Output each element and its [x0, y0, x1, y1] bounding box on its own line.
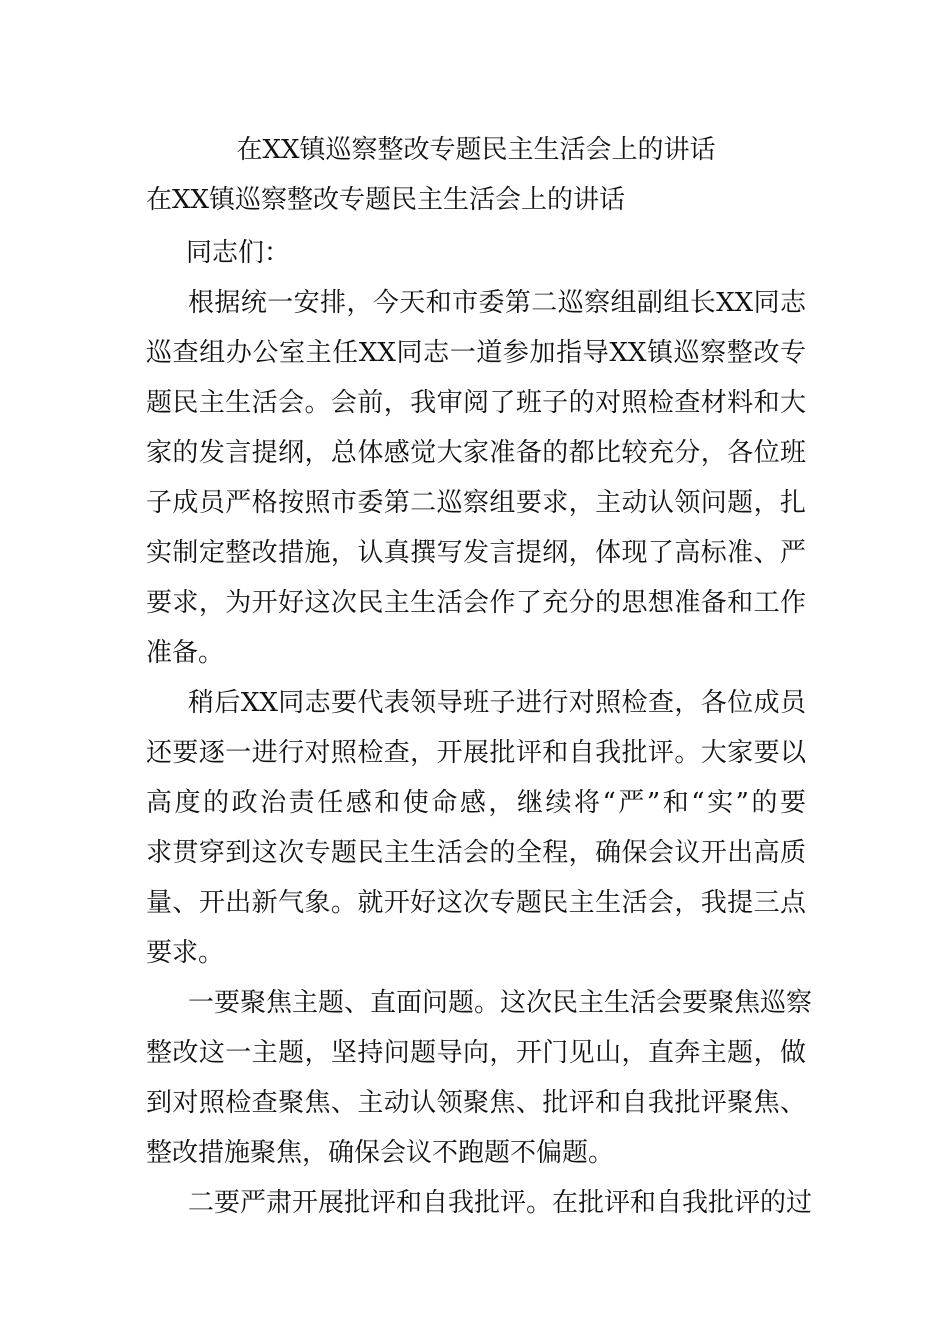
paragraph-4: [146, 1178, 813, 1228]
paragraph-line: 根据统一安排，今天和市委第二巡察组副组长XX同志: [188, 288, 806, 318]
document-subtitle: 在XX镇巡察整改专题民主生活会上的讲话: [146, 185, 626, 215]
salutation: 同志们：: [186, 238, 291, 268]
paragraph-line: 准备。: [146, 638, 225, 668]
paragraph-line: 巡查组办公室主任XX同志一道参加指导XX镇巡察整改专: [146, 338, 806, 368]
paragraph-line: 要求，为开好这次民主生活会作了充分的思想准备和工作: [146, 588, 806, 618]
paragraph-line: 子成员严格按照市委第二巡察组要求，主动认领问题，扎: [146, 488, 806, 518]
paragraph-line: 题民主生活会。会前，我审阅了班子的对照检查材料和大: [146, 388, 806, 418]
paragraph-2: [146, 678, 806, 978]
paragraph-1: [146, 278, 806, 678]
paragraph-line: 稍后XX同志要代表领导班子进行对照检查，各位成员: [188, 688, 806, 718]
paragraph-line: 二要严肃开展批评和自我批评。在批评和自我批评的过: [188, 1188, 813, 1218]
paragraph-line: 实制定整改措施，认真撰写发言提纲，体现了高标准、严: [146, 538, 806, 568]
paragraph-line: 还要逐一进行对照检查，开展批评和自我批评。大家要以: [146, 738, 806, 768]
paragraph-line: 整改这一主题，坚持问题导向，开门见山，直奔主题，做: [146, 1038, 806, 1068]
paragraph-line: 整改措施聚焦，确保会议不跑题不偏题。: [146, 1138, 615, 1168]
paragraph-line: 量、开出新气象。就开好这次专题民主生活会，我提三点: [146, 888, 806, 918]
paragraph-line: 求贯穿到这次专题民主生活会的全程，确保会议开出高质: [146, 838, 806, 868]
paragraph-line: 家的发言提纲，总体感觉大家准备的都比较充分，各位班: [146, 438, 806, 468]
document-body: [146, 228, 813, 1228]
paragraph-3: [146, 978, 813, 1178]
paragraph-line: 高度的政治责任感和使命感，继续将“严”和“实”的要: [146, 788, 806, 818]
paragraph-line: 一要聚焦主题、直面问题。这次民主生活会要聚焦巡察: [188, 988, 813, 1018]
paragraph-line: 要求。: [146, 938, 225, 968]
document-title: 在XX镇巡察整改专题民主生活会上的讲话: [236, 135, 716, 165]
paragraph-line: 到对照检查聚焦、主动认领聚焦、批评和自我批评聚焦、: [146, 1088, 806, 1118]
